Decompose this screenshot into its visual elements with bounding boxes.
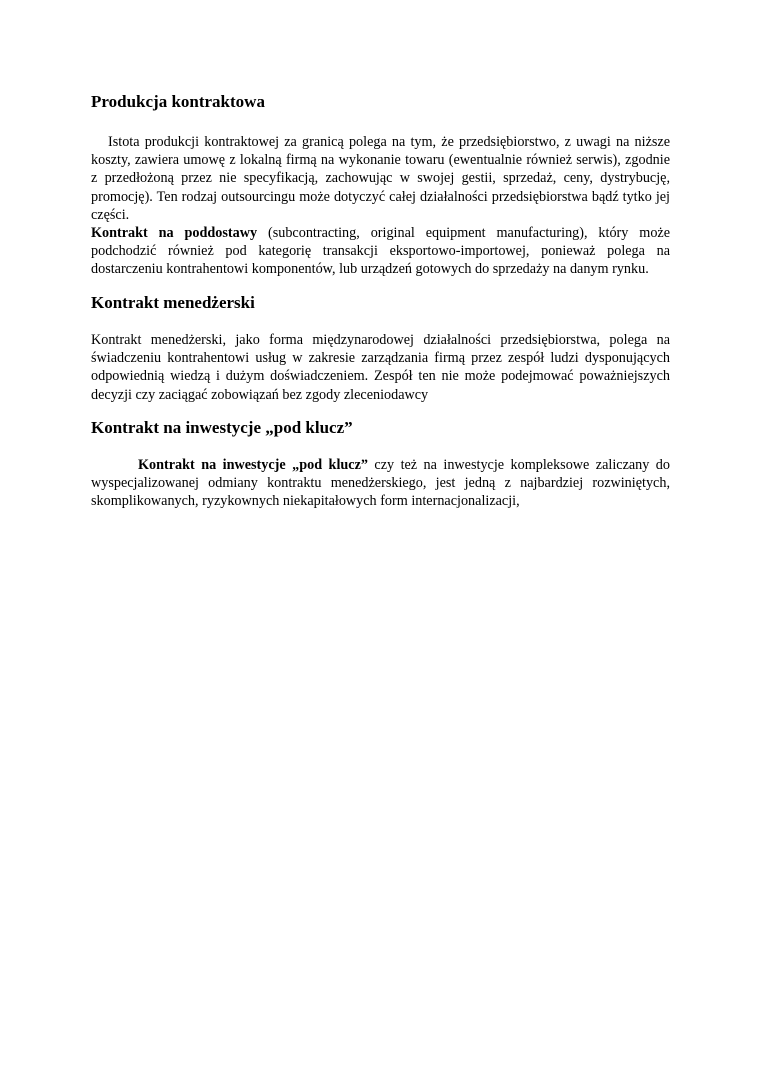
section-body-menedzerski [91, 331, 670, 404]
paragraph-pod-klucz [91, 456, 670, 511]
bold-lead-pod-klucz: Kontrakt na inwestycje „pod klucz” [138, 457, 368, 473]
section-heading-menedzerski: Kontrakt menedżerski [91, 293, 255, 312]
section-body-pod-klucz [91, 456, 670, 511]
paragraph-istota: Istota produkcji kontraktowej za granicą polega na tym, że przedsiębiorstwo, z uwagi na niższe koszty, zawiera umowę z lokalną firmą na wykonanie towaru (ewentualnie również serwis), zgodnie z przedłożoną przez nie specyfikacją, zachowując w swojej gestii, sprzedaż, ceny, dystrybucję, promocję). Ten rodzaj outsourcingu może dotyczyć całej działalności przedsiębiorstwa bądź tytko jej części. [91, 134, 670, 223]
bold-lead-poddostawy: Kontrakt na poddostawy [91, 225, 258, 242]
paragraph-menedzerski: Kontrakt menedżerski, jako forma międzynarodowej działalności przedsiębiorstwa, polega na świadczeniu kontrahentowi usług w zakresie zarządzania firmą przez zespół ludzi dysponujących odpowiednią wiedzą i dużym doświadczeniem. Zespół ten nie może podejmować poważniejszych decyzji czy zaciągać zobowiązań bez zgody zleceniodawcy [91, 332, 670, 403]
paragraph-pod-klucz-text: czy też na inwestycje kompleksowe zaliczany do wyspecjalizowanej odmiany kontraktu menedżerskiego, jest jedną z najbardziej rozwiniętych, skomplikowanych, ryzykownych niekapitałowych form internacjonalizacji, [91, 457, 670, 510]
section-heading-pod-klucz: Kontrakt na inwestycje „pod klucz” [91, 418, 353, 437]
section-body-produkcja [91, 133, 670, 279]
paragraph-poddostawy [91, 224, 670, 279]
section-heading-produkcja: Produkcja kontraktowa [91, 92, 265, 111]
paragraph-poddostawy-text: (subcontracting, original equipment manufacturing), który może podchodzić również pod kategorię transakcji eksportowo-importowej, ponieważ polega na dostarczeniu kontrahentowi komponentów, lub urządzeń gotowych do sprzedaży na danym rynku. [91, 225, 671, 278]
